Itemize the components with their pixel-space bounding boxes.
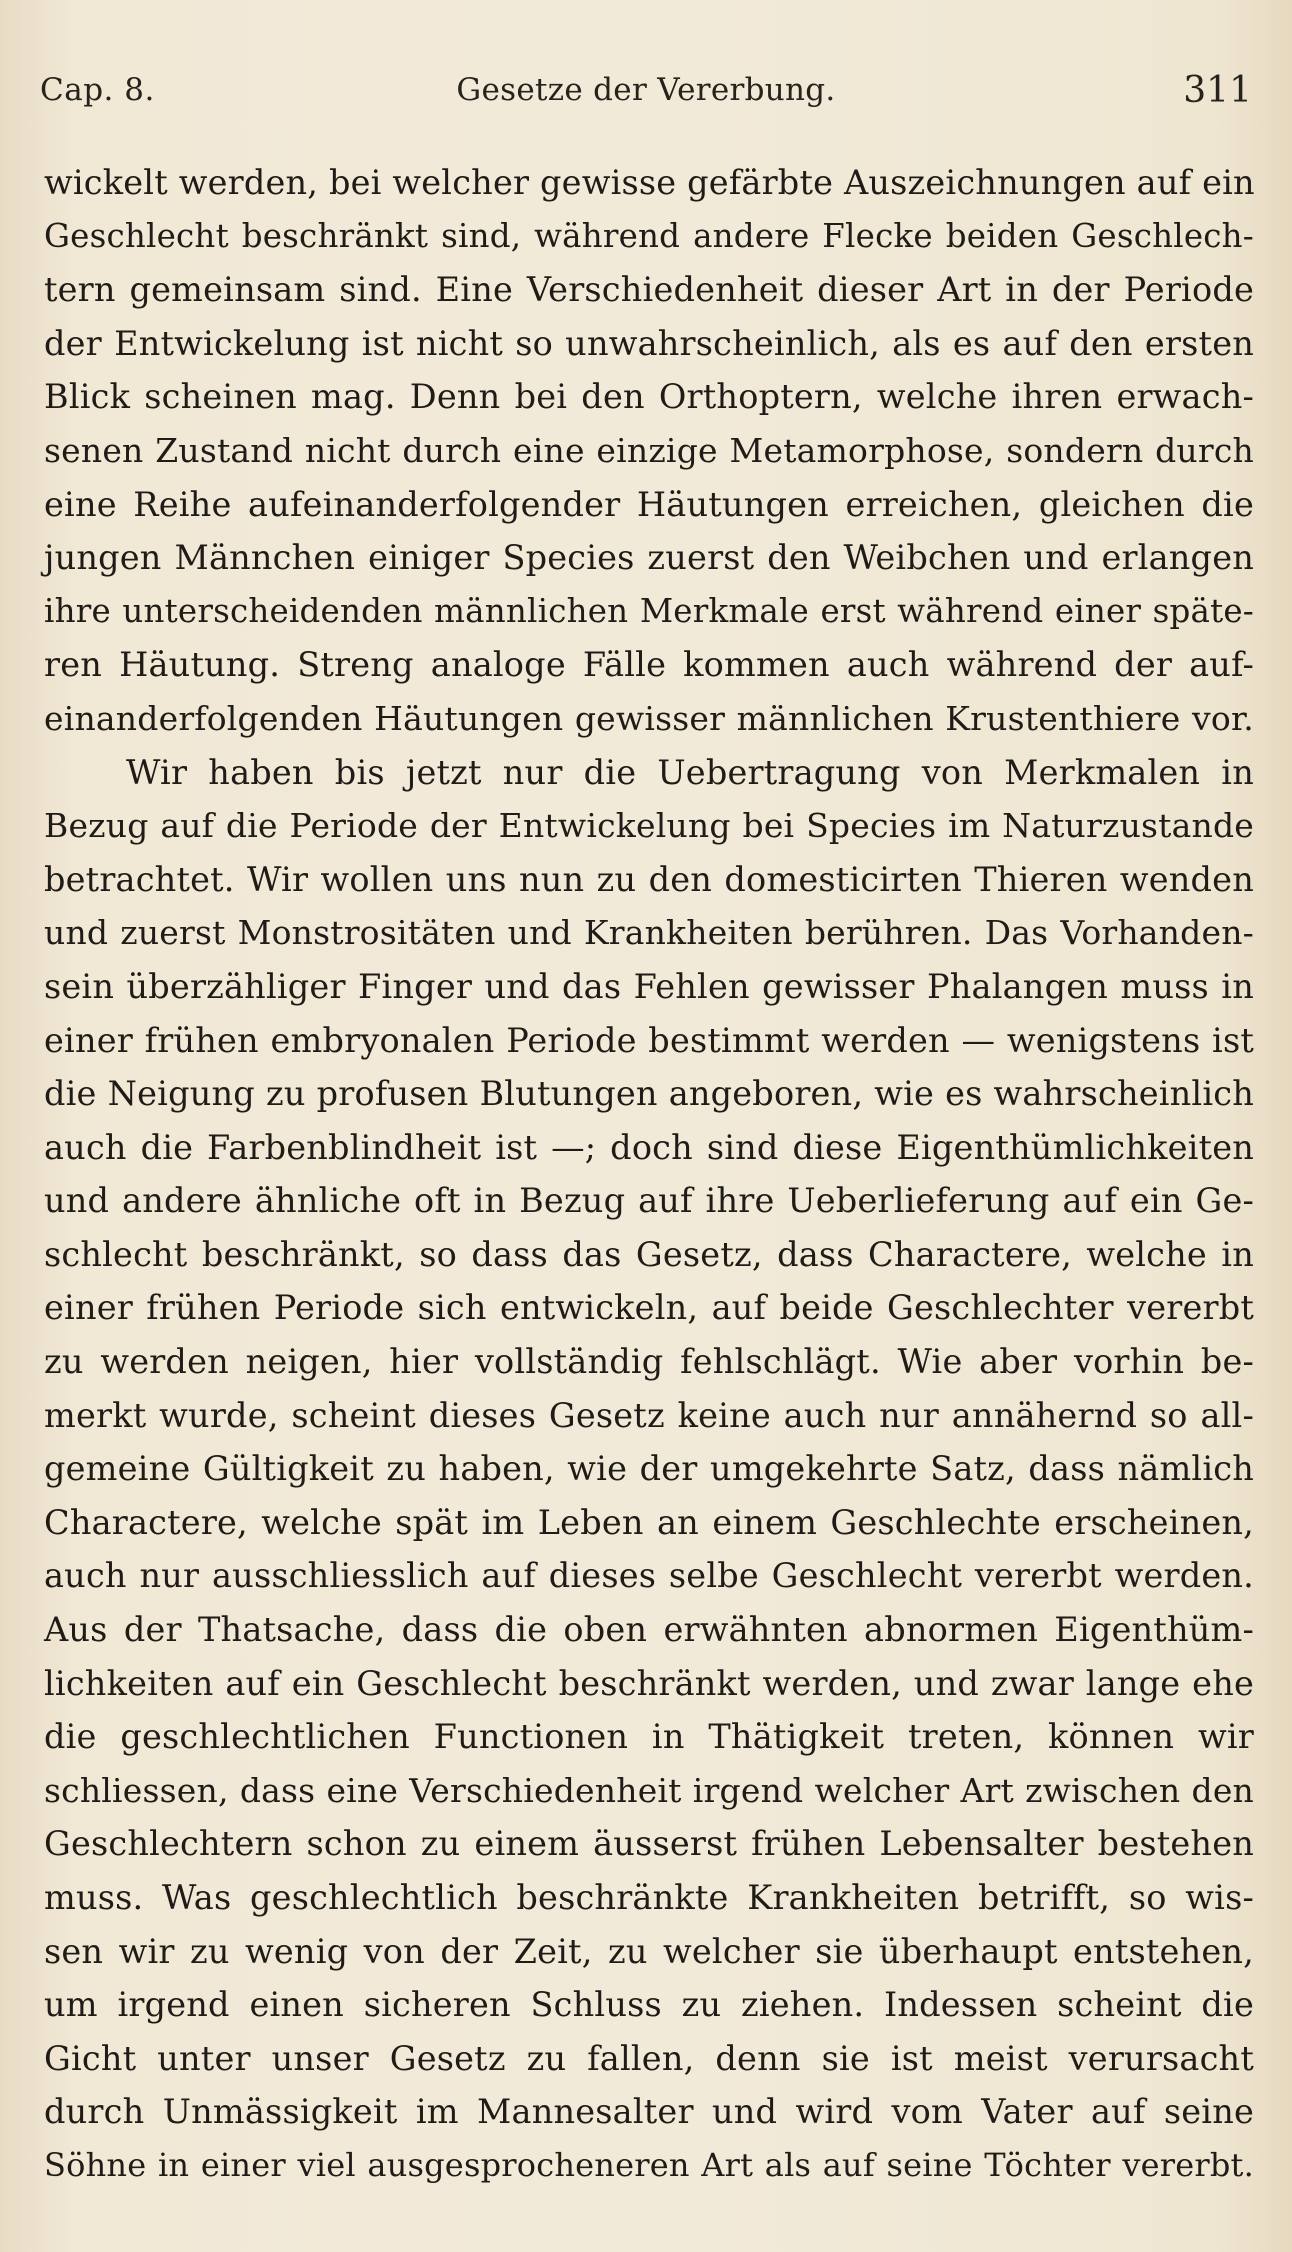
text-line: Bezug auf die Periode der Entwickelung bei Species im Naturzustande — [44, 806, 1254, 846]
text-line: jungen Männchen einiger Species zuerst den Weibchen und erlangen — [44, 538, 1254, 578]
text-line: Charactere, welche spät im Leben an einem Geschlechte erscheinen, — [44, 1502, 1254, 1542]
text-line: senen Zustand nicht durch eine einzige Metamorphose, sondern durch — [44, 430, 1254, 470]
text-line: Wir haben bis jetzt nur die Uebertragung von Merkmalen in — [126, 752, 1254, 792]
text-line: Geschlecht beschränkt sind, während andere Flecke beiden Geschlech- — [44, 216, 1254, 255]
text-line: einer frühen Periode sich entwickeln, auf beide Geschlechter vererbt — [44, 1288, 1254, 1328]
text-line: einanderfolgenden Häutungen gewisser männlichen Krustenthiere vor. — [44, 698, 1254, 738]
page-number: 311 — [1183, 70, 1252, 111]
text-line: gemeine Gültigkeit zu haben, wie der umgekehrte Satz, dass nämlich — [44, 1449, 1254, 1489]
text-line: auch die Farbenblindheit ist —; doch sind diese Eigenthümlichkeiten — [44, 1127, 1254, 1167]
text-line: der Entwickelung ist nicht so unwahrscheinlich, als es auf den ersten — [44, 323, 1254, 363]
text-line: ren Häutung. Streng analoge Fälle kommen auch während der auf- — [44, 645, 1254, 685]
text-line: sein überzähliger Finger und das Fehlen gewisser Phalangen muss in — [44, 966, 1254, 1006]
text-line: auch nur ausschliesslich auf dieses selbe Geschlecht vererbt werden. — [44, 1556, 1254, 1596]
text-line: wickelt werden, bei welcher gewisse gefärbte Auszeichnungen auf ein — [44, 163, 1255, 202]
text-line: schliessen, dass eine Verschiedenheit irgend welcher Art zwischen den — [44, 1770, 1254, 1810]
text-line: und andere ähnliche oft in Bezug auf ihre Ueberlieferung auf ein Ge- — [44, 1181, 1254, 1221]
text-line: durch Unmässigkeit im Mannesalter und wird vom Vater auf seine — [44, 2092, 1254, 2132]
chapter-label: Cap. 8. — [40, 72, 155, 108]
text-line: sen wir zu wenig von der Zeit, zu welcher sie überhaupt entstehen, — [44, 1931, 1254, 1971]
text-line: zu werden neigen, hier vollständig fehlschlägt. Wie aber vorhin be- — [44, 1342, 1254, 1382]
text-line: merkt wurde, scheint dieses Gesetz keine auch nur annähernd so all- — [44, 1395, 1254, 1435]
text-line: einer frühen embryonalen Periode bestimmt werden — wenigstens ist — [44, 1020, 1254, 1060]
text-line: tern gemeinsam sind. Eine Verschiedenheit dieser Art in der Periode — [44, 270, 1254, 310]
text-line: eine Reihe aufeinanderfolgender Häutungen erreichen, gleichen die — [44, 484, 1254, 524]
text-line: Blick scheinen mag. Denn bei den Orthoptern, welche ihren erwach- — [44, 377, 1254, 417]
text-line: Söhne in einer viel ausgesprocheneren Art als auf seine Töchter vererbt. — [44, 2145, 1254, 2184]
text-line: Aus der Thatsache, dass die oben erwähnten abnormen Eigenthüm- — [44, 1610, 1254, 1650]
text-line: Gicht unter unser Gesetz zu fallen, denn sie ist meist verursacht — [44, 2038, 1254, 2078]
text-line: die Neigung zu profusen Blutungen angeboren, wie es wahrscheinlich — [44, 1074, 1254, 1114]
page-header — [40, 72, 1252, 122]
text-line: und zuerst Monstrositäten und Krankheiten berühren. Das Vorhanden- — [44, 913, 1254, 953]
text-line: ihre unterscheidenden männlichen Merkmale erst während einer späte- — [44, 591, 1254, 630]
text-line: Geschlechtern schon zu einem äusserst frühen Lebensalter bestehen — [44, 1824, 1254, 1864]
text-line: betrachtet. Wir wollen uns nun zu den domesticirten Thieren wenden — [44, 859, 1254, 899]
running-title: Gesetze der Vererbung. — [456, 72, 836, 108]
text-line: lichkeiten auf ein Geschlecht beschränkt werden, und zwar lange ehe — [44, 1663, 1254, 1703]
text-line: die geschlechtlichen Functionen in Thätigkeit treten, können wir — [44, 1717, 1254, 1757]
text-line: schlecht beschränkt, so dass das Gesetz, dass Charactere, welche in — [44, 1234, 1254, 1274]
body-text — [44, 156, 1254, 2193]
text-line: um irgend einen sicheren Schluss zu ziehen. Indessen scheint die — [44, 1985, 1254, 2025]
text-line: muss. Was geschlechtlich beschränkte Krankheiten betrifft, so wis- — [44, 1878, 1254, 1917]
